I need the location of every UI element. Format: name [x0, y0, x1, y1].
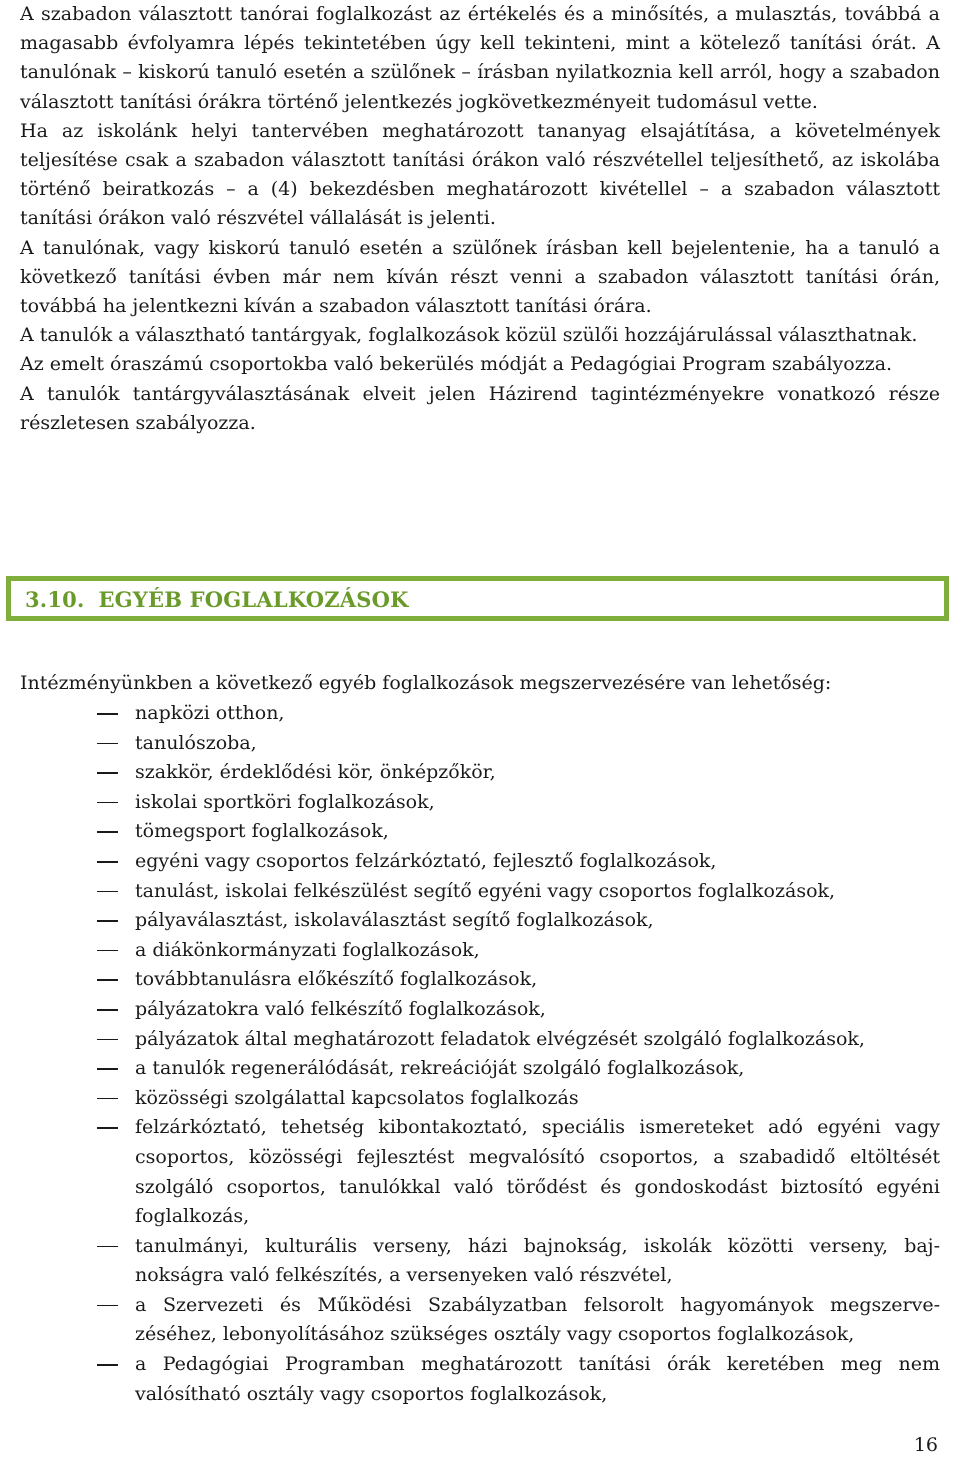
dash-bullet-icon [97, 1009, 118, 1011]
list-item-text: iskolai sportköri foglalkozások, [135, 790, 435, 813]
dash-bullet-icon [97, 950, 118, 952]
section-number: 3.10. [25, 587, 85, 612]
list-item-text: pályázatokra való felkészítő foglalkozások, [135, 997, 546, 1020]
list-item [20, 1084, 940, 1114]
dash-bullet-icon [97, 920, 118, 922]
list-item [20, 965, 940, 995]
list-item [20, 847, 940, 877]
section-heading-box [6, 576, 949, 621]
dash-bullet-icon [97, 743, 118, 745]
dash-bullet-icon [97, 802, 118, 804]
dash-bullet-icon [97, 1068, 118, 1070]
list-item-text: a Pedagógiai Programban meghatározott tanítási órák keretében meg nem valósítható osztály vagy csoportos foglalkozások, [135, 1353, 940, 1405]
intro-text: Intézményünkben a következő egyéb foglalkozások megszervezésére van lehetőség: [20, 672, 832, 694]
list-item-text: felzárkóztató, tehetség kibontakoztató, speciális ismereteket adó egyéni vagy csoportos, közösségi fejlesztést megvalósító csoportos, a szabadidő eltöltését szolgáló csoportos, tanulókkal való törődést és gondoskodást biztosító egyéni foglalkozás, [135, 1116, 940, 1228]
list-item-text: továbbtanulásra előkészítő foglalkozások, [135, 968, 538, 991]
section-title: EGYÉB FOGLALKOZÁSOK [98, 587, 409, 612]
list-item [20, 1113, 940, 1231]
list-item-text: közösségi szolgálattal kapcsolatos foglalkozás [135, 1086, 579, 1109]
dash-bullet-icon [97, 861, 118, 863]
list-item-text: tanulást, iskolai felkészülést segítő egyéni vagy csoportos foglalkozások, [135, 879, 836, 902]
list-item-text: tanulmányi, kulturális verseny, házi bajnokság, iskolák közötti verseny, bajnokságra való felkészítés, a versenyeken való részvétel, [135, 1234, 940, 1287]
dash-bullet-icon [97, 1246, 118, 1248]
paragraph: A tanulók tantárgyválasztásának elveit jelen Házirend tagintézményekre vonatkozó része részletesen szabályozza. [20, 382, 940, 434]
body-text [20, 0, 940, 438]
dash-bullet-icon [97, 831, 118, 833]
list-item [20, 817, 940, 847]
list-item [20, 758, 940, 788]
list-item-text: tanulószoba, [135, 731, 257, 754]
dash-bullet-icon [97, 713, 118, 715]
page-number: 16 [913, 1434, 938, 1456]
list-item-text: tömegsport foglalkozások, [135, 820, 389, 843]
dash-bullet-icon [97, 1098, 118, 1100]
dash-bullet-icon [97, 891, 118, 893]
list-item [20, 788, 940, 818]
list-item [20, 1350, 940, 1409]
paragraph: A tanulónak, vagy kiskorú tanuló esetén a szülőnek írásban kell bejelentenie, ha a tanuló a következő tanítási évben már nem kíván részt venni a szabadon választott tanítási órán, továbbá ha jelentkezni kíván a szabadon választott tanítási órára. [20, 236, 940, 318]
list-item [20, 906, 940, 936]
paragraph: Az emelt óraszámú csoportokba való bekerülés módját a Pedagógiai Program szabályozza. [20, 353, 893, 376]
list-item [20, 936, 940, 966]
list-item [20, 877, 940, 907]
dash-bullet-icon [97, 1127, 118, 1129]
list-item-text: a diákönkormányzati foglalkozások, [135, 938, 480, 961]
list-item [20, 1232, 940, 1291]
list-item-text: a tanulók regenerálódását, rekreációját szolgáló foglalkozások, [135, 1057, 745, 1080]
dash-bullet-icon [97, 979, 118, 981]
list-item-text: pályázatok által meghatározott feladatok elvégzését szolgáló foglalkozások, [135, 1027, 865, 1050]
list-item [20, 1054, 940, 1084]
paragraph: Ha az iskolánk helyi tantervében meghatározott tananyag elsajátítása, a követelmények teljesítése csak a szabadon választott tanítási órákon való részvétellel teljesíthető, az iskolába történő beiratkozás – a (4) bekezdésben meghatározott kivétellel – a szabadon választott tanítási órákon való részvétel vállalását is jelenti. [20, 119, 940, 230]
list-item [20, 995, 940, 1025]
list-item-text: egyéni vagy csoportos felzárkóztató, fejlesztő foglalkozások, [135, 849, 717, 872]
list-item [20, 729, 940, 759]
paragraph: A tanulók a választható tantárgyak, foglalkozások közül szülői hozzájárulással választhatnak. [20, 324, 918, 347]
list-item-text: a Szervezeti és Működési Szabályzatban felsorolt hagyományok megszervezéséhez, lebonyolításához szükséges osztály vagy csoportos foglalkozások, [135, 1293, 940, 1346]
activity-list [20, 699, 940, 1409]
dash-bullet-icon [97, 1364, 118, 1366]
dash-bullet-icon [97, 772, 118, 774]
section-heading [25, 587, 409, 612]
list-item-text: szakkör, érdeklődési kör, önképzőkör, [135, 761, 496, 784]
list-item-text: napközi otthon, [135, 702, 285, 724]
paragraph: A szabadon választott tanórai foglalkozást az értékelés és a minősítés, a mulasztás, továbbá a magasabb évfolyamra lépés tekintetében úgy kell tekinteni, mint a kötelező tanítási órát. A tanulónak – kiskorú tanuló esetén a szülőnek – írásban nyilatkoznia kell arról, hogy a szabadon választott tanítási órákra történő jelentkezés jogkövetkezményeit tudomásul vette. [20, 3, 940, 113]
list-item [20, 1291, 940, 1350]
list-item-text: pályaválasztást, iskolaválasztást segítő foglalkozások, [135, 909, 654, 932]
list-item [20, 699, 940, 729]
list-item [20, 1025, 940, 1055]
dash-bullet-icon [97, 1039, 118, 1041]
dash-bullet-icon [97, 1305, 118, 1307]
